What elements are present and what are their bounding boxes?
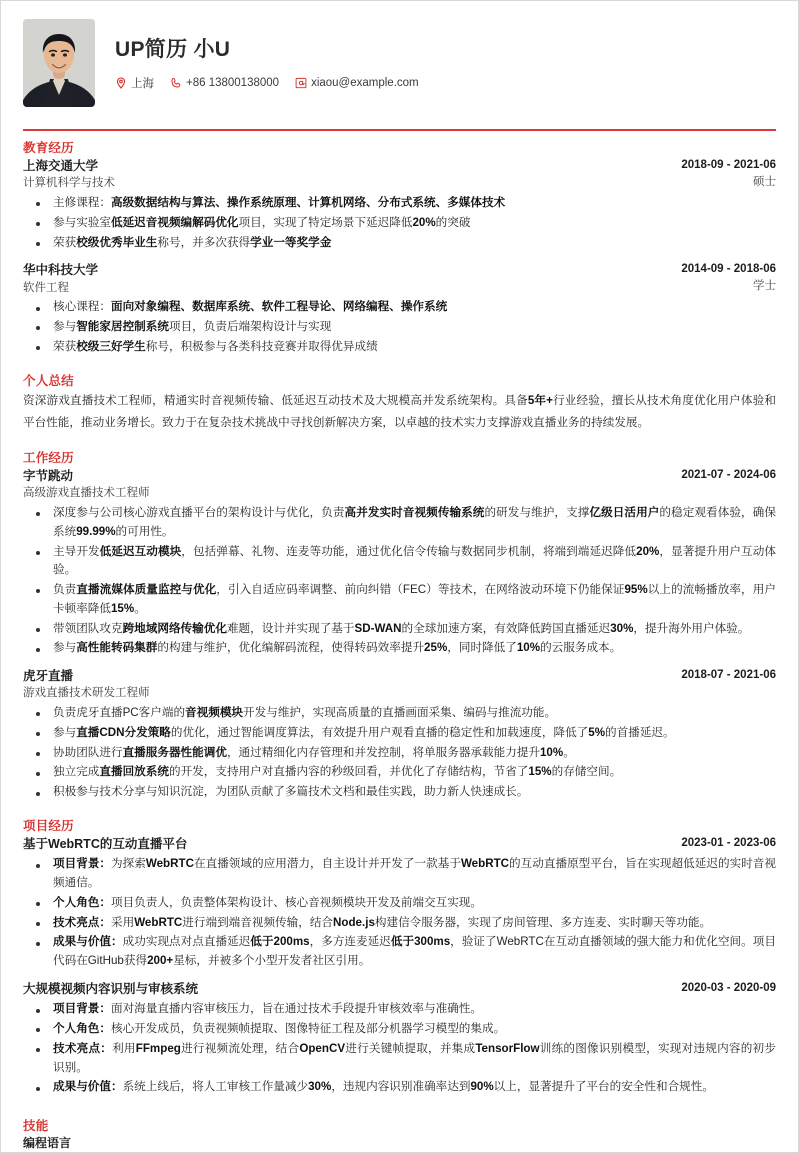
section-title-summary: 个人总结 <box>23 373 74 388</box>
section-title-work: 工作经历 <box>23 450 74 465</box>
page-title: UP简历 小U <box>115 38 231 62</box>
section-title-projects: 项目经历 <box>23 818 74 833</box>
bullet-item: 参与高性能转码集群的构建与维护，优化编解码流程，使得转码效率提升25%，同时降低了10%的云服务成本。 <box>23 639 776 658</box>
date-range: 2023-01 - 2023-06 <box>681 837 776 850</box>
entry-header <box>23 667 776 702</box>
bullet-item: 负责直播流媒体质量监控与优化，引入自适应码率调整、前向纠错（FEC）等技术，在网络波动环境下仍能保证95%以上的流畅播放率，用户卡顿率降低15%。 <box>23 581 776 619</box>
degree-label: 硕士 <box>753 175 776 188</box>
section-summary <box>23 364 776 435</box>
summary-text: 资深游戏直播技术工程师，精通实时音视频传输、低延迟互动技术及大规模高并发系统架构。具备5年+行业经验，擅长从技术角度优化用户体验和平台性能，推动业务增长。致力于在复杂技术挑战中寻找创新解决方案，以卓越的技术实力支撑游戏直播业务的持续发展。 <box>23 393 776 430</box>
bullet-list <box>23 298 776 356</box>
company-name: 虎牙直播 <box>23 669 74 684</box>
contact-list <box>115 75 431 91</box>
major-name: 软件工程 <box>23 281 69 294</box>
section-skills <box>23 1109 776 1152</box>
contact-phone <box>170 77 279 89</box>
bullet-item: 参与实验室低延迟音视频编解码优化项目，实现了特定场景下延迟降低20%的突破 <box>23 214 776 233</box>
location-pin-icon <box>115 77 127 89</box>
contact-email <box>295 77 419 89</box>
skills-subtitle: 编程语言 <box>23 1136 72 1151</box>
contact-location-text: 上海 <box>131 77 154 90</box>
school-name: 华中科技大学 <box>23 263 99 278</box>
bullet-item: 深度参与公司核心游戏直播平台的架构设计与优化，负责高并发实时音视频传输系统的研发与维护，支撑亿级日活用户的稳定观看体验，确保系统99.99%的可用性。 <box>23 504 776 542</box>
bullet-item: 参与智能家居控制系统项目，负责后端架构设计与实现 <box>23 318 776 337</box>
job-title: 游戏直播技术研发工程师 <box>23 687 150 700</box>
degree-label: 学士 <box>753 280 776 293</box>
bullet-item: 主导开发低延迟互动模块，包括弹幕、礼物、连麦等功能，通过优化信令传输与数据同步机制，将端到端延迟降低20%，显著提升用户互动体验。 <box>23 543 776 581</box>
work-entry <box>23 467 776 658</box>
contact-phone-text: +86 13800138000 <box>186 76 280 89</box>
section-work <box>23 441 776 802</box>
bullet-item: 项目背景：为探索WebRTC在直播领域的应用潜力，自主设计并开发了一款基于WebRTC的互动直播原型平台，旨在实现超低延迟的实时音视频通信。 <box>23 855 776 893</box>
entry-header <box>23 835 776 853</box>
bullet-item: 协助团队进行直播服务器性能调优，通过精细化内存管理和并发控制，将单服务器承载能力提升10%。 <box>23 744 776 763</box>
email-at-icon <box>295 77 307 89</box>
bullet-item: 荣获校级优秀毕业生称号，并多次获得学业一等奖学金 <box>23 234 776 253</box>
bullet-list <box>23 504 776 658</box>
bullet-item: 负责虎牙直播PC客户端的音视频模块开发与维护，实现高质量的直播画面采集、编码与推流功能。 <box>23 704 776 723</box>
school-name: 上海交通大学 <box>23 159 99 174</box>
phone-icon <box>170 77 182 89</box>
entry-header <box>23 157 776 192</box>
bullet-list <box>23 855 776 971</box>
section-education <box>23 131 776 357</box>
date-range: 2018-07 - 2021-06 <box>681 669 776 682</box>
section-projects <box>23 809 776 1097</box>
entry-header <box>23 980 776 998</box>
project-name: 大规模视频内容识别与审核系统 <box>23 982 199 997</box>
section-title-skills: 技能 <box>23 1119 49 1134</box>
bullet-item: 荣获校级三好学生称号，积极参与各类科技竞赛并取得优异成绩 <box>23 338 776 357</box>
bullet-item: 积极参与技术分享与知识沉淀，为团队贡献了多篇技术文档和最佳实践，助力新人快速成长。 <box>23 783 776 802</box>
entry-header <box>23 467 776 502</box>
project-entry <box>23 835 776 971</box>
entry-header <box>23 261 776 296</box>
identity-block <box>115 35 431 90</box>
date-range: 2020-03 - 2020-09 <box>681 982 776 995</box>
bullet-item: 主修课程：高级数据结构与算法、操作系统原理、计算机网络、分布式系统、多媒体技术 <box>23 194 776 213</box>
bullet-item: 项目背景：面对海量直播内容审核压力，旨在通过技术手段提升审核效率与准确性。 <box>23 1000 776 1019</box>
education-entry <box>23 157 776 252</box>
date-range: 2018-09 - 2021-06 <box>681 159 776 172</box>
project-entry <box>23 980 776 1097</box>
work-entry <box>23 667 776 802</box>
bullet-item: 技术亮点：采用WebRTC进行端到端音视频传输，结合Node.js构建信令服务器，实现了房间管理、多方连麦、实时聊天等功能。 <box>23 914 776 933</box>
major-name: 计算机科学与技术 <box>23 177 115 190</box>
job-title: 高级游戏直播技术工程师 <box>23 487 150 500</box>
bullet-list <box>23 194 776 252</box>
bullet-list <box>23 704 776 802</box>
bullet-list <box>23 1000 776 1097</box>
date-range: 2021-07 - 2024-06 <box>681 469 776 482</box>
bullet-item: 成果与价值：系统上线后，将人工审核工作量减少30%，违规内容识别准确率达到90%以上，显著提升了平台的安全性和合规性。 <box>23 1078 776 1097</box>
bullet-item: 带领团队攻克跨地域网络传输优化难题，设计并实现了基于SD-WAN的全球加速方案，有效降低跨国直播延迟30%，提升海外用户体验。 <box>23 620 776 639</box>
contact-location <box>115 75 154 91</box>
bullet-item: 参与直播CDN分发策略的优化，通过智能调度算法，有效提升用户观看直播的稳定性和加载速度，降低了5%的首播延迟。 <box>23 724 776 743</box>
section-title-education: 教育经历 <box>23 141 74 155</box>
bullet-item: 技术亮点：利用FFmpeg进行视频流处理，结合OpenCV进行关键帧提取，并集成TensorFlow训练的图像识别模型，实现对违规内容的初步识别。 <box>23 1040 776 1078</box>
bullet-item: 个人角色：项目负责人，负责整体架构设计、核心音视频模块开发及前端交互实现。 <box>23 894 776 913</box>
avatar <box>23 19 95 107</box>
resume-header <box>23 1 776 111</box>
bullet-item: 个人角色：核心开发成员，负责视频帧提取、图像特征工程及部分机器学习模型的集成。 <box>23 1020 776 1039</box>
education-entry <box>23 261 776 356</box>
bullet-item: 独立完成直播回放系统的开发，支持用户对直播内容的秒级回看，并优化了存储结构，节省了15%的存储空间。 <box>23 763 776 782</box>
contact-email-text: xiaou@example.com <box>311 76 419 89</box>
project-name: 基于WebRTC的互动直播平台 <box>23 837 188 852</box>
bullet-item: 核心课程：面向对象编程、数据库系统、软件工程导论、网络编程、操作系统 <box>23 298 776 317</box>
date-range: 2014-09 - 2018-06 <box>681 263 776 276</box>
company-name: 字节跳动 <box>23 469 74 484</box>
bullet-item: 成果与价值：成功实现点对点直播延迟低于200ms，多方连麦延迟低于300ms，验证了WebRTC在互动直播领域的强大能力和优化空间。项目代码在GitHub获得200+星标，并被多个小型开发者社区引用。 <box>23 933 776 971</box>
